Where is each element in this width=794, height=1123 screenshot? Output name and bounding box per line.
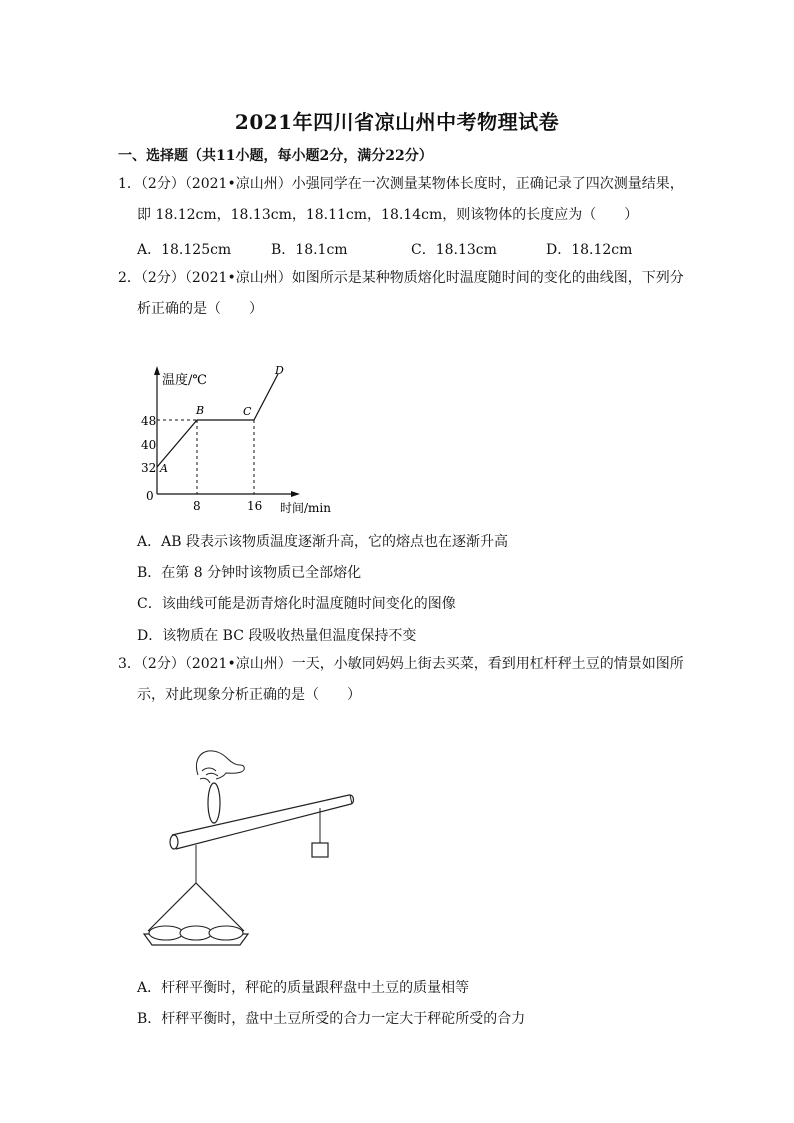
hand-icon	[196, 751, 244, 783]
point-b-label: B	[196, 404, 205, 417]
page-title: 2021年四川省凉山州中考物理试卷	[234, 110, 560, 134]
question-1-line-2: 即 18.12cm，18.13cm，18.11cm，18.14cm，则该物体的长度应为（ ）	[137, 207, 639, 223]
q3-option-b: B．杆秤平衡时，盘中土豆所受的合力一定大于秤砣所受的合力	[137, 1011, 526, 1027]
question-3-line-2: 示，对此现象分析正确的是（ ）	[137, 687, 361, 703]
potato-3	[209, 926, 243, 940]
q2-option-b: B．在第 8 分钟时该物质已全部熔化	[137, 565, 362, 581]
question-1-line-1: 1．（2分）（2021•凉山州）小强同学在一次测量某物体长度时，正确记录了四次测量结果，	[118, 176, 684, 192]
q1-option-a: A．18.125cm	[137, 242, 232, 258]
question-2-line-1: 2．（2分）（2021•凉山州）如图所示是某种物质熔化时温度随时间的变化的曲线图，下列分	[118, 270, 684, 286]
y-axis-label: 温度/℃	[162, 373, 207, 388]
temperature-time-graph	[130, 360, 350, 520]
counterweight	[312, 843, 328, 857]
q1-option-c: C．18.13cm	[411, 242, 497, 258]
y-axis-arrow	[154, 366, 160, 375]
q2-option-d: D．该物质在 BC 段吸收热量但温度保持不变	[137, 628, 417, 644]
hanging-loop	[208, 783, 220, 823]
q2-option-a: A．AB 段表示该物质温度逐渐升高，它的熔点也在逐渐升高	[137, 534, 508, 550]
q1-option-b: B．18.1cm	[271, 242, 348, 258]
ytick-40: 40	[141, 438, 157, 452]
xtick-8: 8	[193, 499, 201, 513]
point-a-label: A	[160, 462, 168, 475]
question-3-line-1: 3．（2分）（2021•凉山州）一天，小敏同妈妈上街去买菜，看到用杠杆秤土豆的情景如图所	[118, 656, 684, 672]
ytick-32: 32	[141, 461, 157, 475]
xtick-16: 16	[247, 499, 263, 513]
point-c-label: C	[243, 405, 252, 418]
pan-strings	[148, 883, 244, 931]
x-axis-arrow	[291, 491, 300, 497]
section-heading: 一、选择题（共11小题，每小题2分，满分22分）	[118, 148, 433, 164]
potato-2	[180, 926, 212, 940]
q3-option-a: A．杆秤平衡时，秤砣的质量跟秤盘中土豆的质量相等	[137, 980, 470, 996]
potato-1	[149, 926, 183, 940]
origin-label: 0	[146, 489, 154, 503]
q1-option-d: D．18.12cm	[546, 242, 633, 258]
ytick-48: 48	[141, 414, 157, 428]
steelyard-illustration	[136, 745, 366, 955]
steelyard-beam	[170, 795, 353, 849]
point-d-label: D	[275, 364, 284, 377]
question-2-line-2: 析正确的是（ ）	[137, 301, 263, 317]
q2-option-c: C．该曲线可能是沥青熔化时温度随时间变化的图像	[137, 596, 456, 612]
x-axis-label: 时间/min	[280, 501, 331, 515]
